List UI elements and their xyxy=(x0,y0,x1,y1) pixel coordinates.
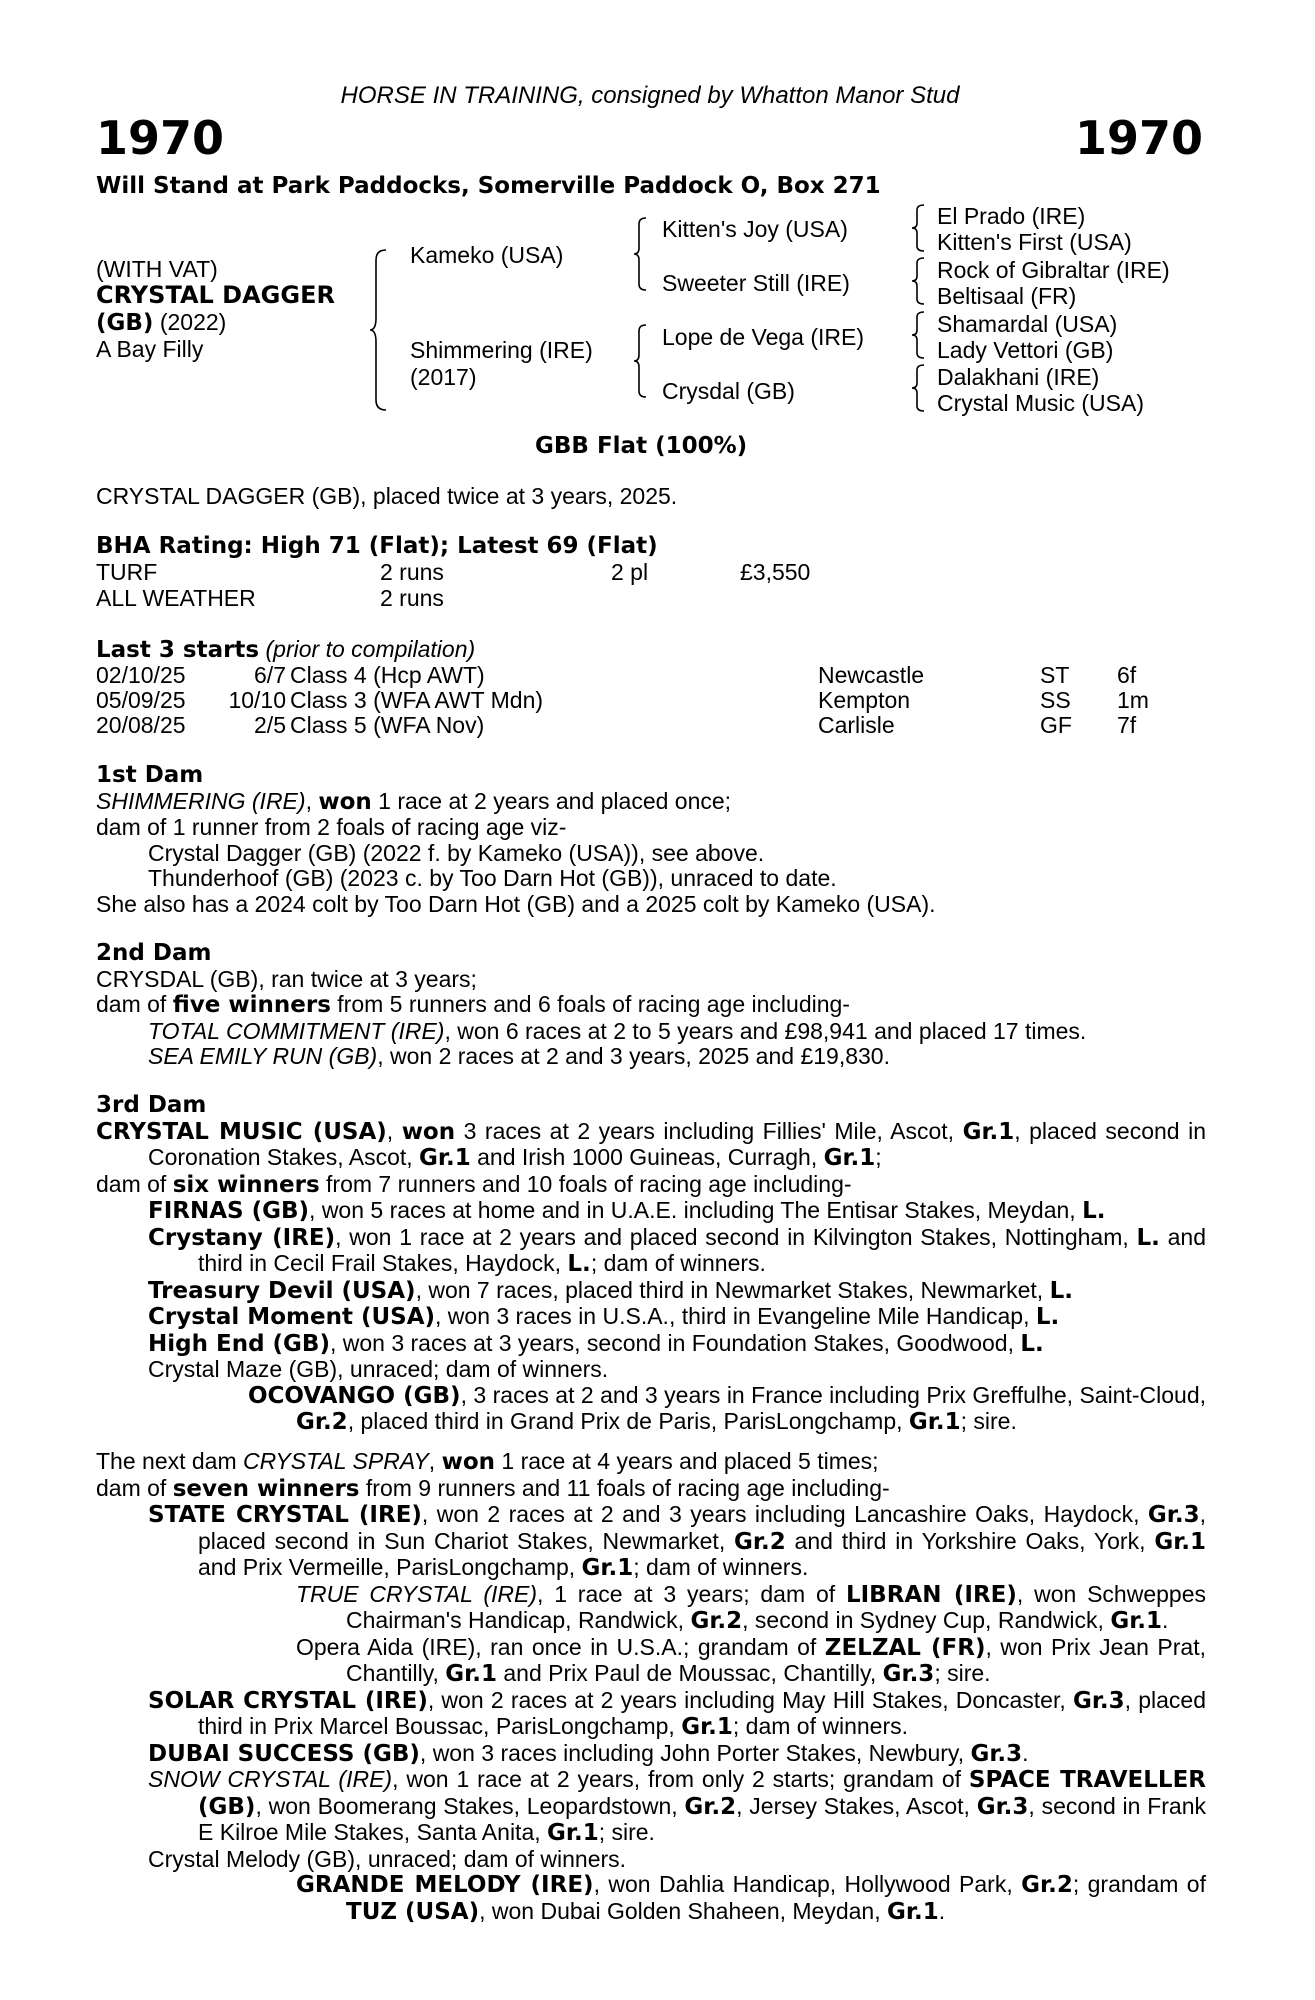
pedigree-gen4-8: Crystal Music (USA) xyxy=(937,390,1145,416)
turf-runs: 2 runs xyxy=(380,559,444,585)
start-going: GF xyxy=(1040,712,1072,738)
second-dam-record: CRYSDAL (GB), ran twice at 3 years; xyxy=(96,965,477,992)
start-class: Class 3 (WFA AWT Mdn) xyxy=(290,687,544,713)
horse-year: (2022) xyxy=(159,309,227,335)
start-going: SS xyxy=(1040,687,1071,713)
pedigree-gen4-7: Dalakhani (IRE) xyxy=(937,364,1100,390)
second-dam-produce: dam of five winners from 5 runners and 6 foals of racing age including- xyxy=(96,991,850,1018)
pedigree-brace-4c xyxy=(910,310,928,360)
next-dam-section xyxy=(96,1449,1206,1925)
start-distance: 7f xyxy=(1117,712,1137,738)
start-date: 05/09/25 xyxy=(96,687,186,713)
start-distance: 1m xyxy=(1117,687,1149,713)
aw-runs: 2 runs xyxy=(380,585,444,611)
lot-number-left: 1970 xyxy=(96,111,225,165)
second-dam-foal-1: TOTAL COMMITMENT (IRE), won 6 races at 2 to 5 years and £98,941 and placed 17 times. xyxy=(148,1017,1087,1044)
pedigree-gen3-3: Lope de Vega (IRE) xyxy=(662,324,865,350)
next-dam-grandfoal: Opera Aida (IRE), ran once in U.S.A.; grandam of ZELZAL (FR), won Prix Jean Prat, Chantilly, Gr.1 and Prix Paul de Moussac, Chantilly, Gr.3; sire. xyxy=(296,1633,1207,1687)
next-dam-grandfoal: GRANDE MELODY (IRE), won Dahlia Handicap, Hollywood Park, Gr.2; grandam of TUZ (USA), won Dubai Golden Shaheen, Meydan, Gr.1. xyxy=(296,1871,1206,1925)
start-position: 10/10 xyxy=(228,687,286,713)
third-dam-foal: Treasury Devil (USA), won 7 races, placed third in Newmarket Stakes, Newmarket, L. xyxy=(148,1276,1073,1304)
pedigree-brace-4a xyxy=(910,203,928,253)
stable-location: Will Stand at Park Paddocks, Somerville Paddock O, Box 271 xyxy=(96,173,881,199)
horse-origin xyxy=(96,311,226,335)
third-dam-grandfoal: OCOVANGO (GB), 3 races at 2 and 3 years in France including Prix Greffulhe, Saint-Cloud, Gr.2, placed third in Grand Prix de Paris, ParisLongchamp, Gr.1; sire. xyxy=(248,1381,1207,1435)
pedigree-gen3-1: Kitten's Joy (USA) xyxy=(662,216,848,242)
pedigree-gen4-3: Rock of Gibraltar (IRE) xyxy=(937,257,1170,283)
start-course: Newcastle xyxy=(818,662,925,688)
next-dam-grandfoal: TRUE CRYSTAL (IRE), 1 race at 3 years; dam of LIBRAN (IRE), won Schweppes Chairman's Handicap, Randwick, Gr.2, second in Sydney Cup, Randwick, Gr.1. xyxy=(296,1580,1207,1634)
next-dam-produce: dam of seven winners from 9 runners and 11 foals of racing age including- xyxy=(96,1474,890,1502)
second-dam-foal-2: SEA EMILY RUN (GB), won 2 races at 2 and 3 years, 2025 and £19,830. xyxy=(148,1043,890,1069)
horse-summary: CRYSTAL DAGGER (GB), placed twice at 3 years, 2025. xyxy=(96,483,678,509)
third-dam-foal: Crystal Maze (GB), unraced; dam of winners. xyxy=(148,1356,609,1382)
third-dam-foal: Crystal Moment (USA), won 3 races in U.S.A., third in Evangeline Mile Handicap, L. xyxy=(148,1303,1060,1330)
start-course: Kempton xyxy=(818,687,911,713)
pedigree-gen3-2: Sweeter Still (IRE) xyxy=(662,270,850,296)
catalogue-subtitle: HORSE IN TRAINING, consigned by Whatton Manor Stud xyxy=(340,82,960,109)
first-dam-foal-1: Crystal Dagger (GB) (2022 f. by Kameko (USA)), see above. xyxy=(148,839,765,866)
pedigree-gen4-5: Shamardal (USA) xyxy=(937,311,1118,337)
start-position: 6/7 xyxy=(254,662,286,688)
next-dam-record: The next dam CRYSTAL SPRAY, won 1 race at 4 years and placed 5 times; xyxy=(96,1448,879,1475)
third-dam-record: CRYSTAL MUSIC (USA), won 3 races at 2 years including Fillies' Mile, Ascot, Gr.1, placed second in Coronation Stakes, Ascot, Gr.1 and Irish 1000 Guineas, Curragh, Gr.1; xyxy=(96,1117,1206,1171)
pedigree-brace-main xyxy=(368,248,392,412)
pedigree-brace-4b xyxy=(910,256,928,306)
next-dam-foal: SNOW CRYSTAL (IRE), won 1 race at 2 years, from only 2 starts; grandam of SPACE TRAVELLER (GB), won Boomerang Stakes, Leopardstown, Gr.2, Jersey Stakes, Ascot, Gr.3, second in Frank E Kilroe Mile Stakes, Santa Anita, Gr.1; sire. xyxy=(148,1766,1206,1846)
first-dam-foal-2: Thunderhoof (GB) (2023 c. by Too Darn Hot (GB)), unraced to date. xyxy=(148,865,837,891)
first-dam-title: 1st Dam xyxy=(96,762,204,788)
next-dam-foal: DUBAI SUCCESS (GB), won 3 races including John Porter Stakes, Newbury, Gr.3. xyxy=(148,1739,1029,1767)
start-date: 02/10/25 xyxy=(96,662,186,688)
next-dam-foal: SOLAR CRYSTAL (IRE), won 2 races at 2 years including May Hill Stakes, Doncaster, Gr.3, placed third in Prix Marcel Boussac, ParisLongchamp, Gr.1; dam of winners. xyxy=(148,1686,1206,1740)
third-dam-title: 3rd Dam xyxy=(96,1092,207,1118)
horse-country: (GB) xyxy=(96,310,154,336)
pedigree-brace-4d xyxy=(910,363,928,413)
second-dam-section xyxy=(96,941,1206,1070)
third-dam-produce: dam of six winners from 7 runners and 10 foals of racing age including- xyxy=(96,1170,852,1198)
turf-label: TURF xyxy=(96,559,158,585)
pedigree-brace-dam xyxy=(632,323,650,399)
third-dam-foal: FIRNAS (GB), won 5 races at home and in U.A.E. including The Entisar Stakes, Meydan, L. xyxy=(148,1197,1106,1224)
bha-rating-title: BHA Rating: High 71 (Flat); Latest 69 (Flat) xyxy=(96,533,658,559)
last-starts-note: (prior to compilation) xyxy=(265,636,476,662)
pedigree-dam: Shimmering (IRE) xyxy=(410,337,593,363)
next-dam-foal: STATE CRYSTAL (IRE), won 2 races at 2 and 3 years including Lancashire Oaks, Haydock, Gr.3, placed second in Sun Chariot Stakes, Newmarket, Gr.2 and third in Yorkshire Oaks, York, Gr.1 and Prix Vermeille, ParisLongchamp, Gr.1; dam of winners. xyxy=(148,1501,1206,1581)
gbb-rating: GBB Flat (100%) xyxy=(535,433,748,459)
last-starts-heading xyxy=(96,638,475,662)
pedigree-dam-year: (2017) xyxy=(410,364,477,390)
second-dam-title: 2nd Dam xyxy=(96,940,212,966)
next-dam-foal: Crystal Melody (GB), unraced; dam of winners. xyxy=(148,1845,627,1872)
pedigree-gen3-4: Crysdal (GB) xyxy=(662,378,795,404)
pedigree-gen4-1: El Prado (IRE) xyxy=(937,203,1086,229)
turf-prize: £3,550 xyxy=(740,559,811,585)
lot-number-right: 1970 xyxy=(1074,111,1203,165)
pedigree-gen4-6: Lady Vettori (GB) xyxy=(937,337,1114,363)
horse-description: A Bay Filly xyxy=(96,336,204,362)
first-dam-produce: dam of 1 runner from 2 foals of racing age viz- xyxy=(96,814,567,840)
start-course: Carlisle xyxy=(818,712,895,738)
start-position: 2/5 xyxy=(254,712,286,738)
first-dam-note: She also has a 2024 colt by Too Darn Hot (GB) and a 2025 colt by Kameko (USA). xyxy=(96,890,936,917)
start-class: Class 4 (Hcp AWT) xyxy=(290,662,485,688)
aw-label: ALL WEATHER xyxy=(96,585,256,611)
pedigree-gen4-2: Kitten's First (USA) xyxy=(937,229,1132,255)
start-going: ST xyxy=(1040,662,1070,688)
horse-name: CRYSTAL DAGGER xyxy=(96,281,335,309)
start-distance: 6f xyxy=(1117,662,1137,688)
first-dam-section xyxy=(96,763,1206,917)
pedigree-gen4-4: Beltisaal (FR) xyxy=(937,283,1077,309)
first-dam-record: SHIMMERING (IRE), won 1 race at 2 years and placed once; xyxy=(96,787,732,815)
last-starts-title: Last 3 starts xyxy=(96,637,260,663)
pedigree-sire: Kameko (USA) xyxy=(410,242,564,268)
start-date: 20/08/25 xyxy=(96,712,186,738)
turf-placed: 2 pl xyxy=(611,559,649,585)
third-dam-section xyxy=(96,1093,1206,1436)
start-class: Class 5 (WFA Nov) xyxy=(290,712,485,738)
vat-note: (WITH VAT) xyxy=(96,256,218,282)
third-dam-foal: High End (GB), won 3 races at 3 years, second in Foundation Stakes, Goodwood, L. xyxy=(148,1329,1044,1357)
pedigree-brace-sire xyxy=(632,216,650,292)
third-dam-foal: Crystany (IRE), won 1 race at 2 years and placed second in Kilvington Stakes, Nottingham, L. and third in Cecil Frail Stakes, Haydock, L.; dam of winners. xyxy=(148,1223,1207,1277)
